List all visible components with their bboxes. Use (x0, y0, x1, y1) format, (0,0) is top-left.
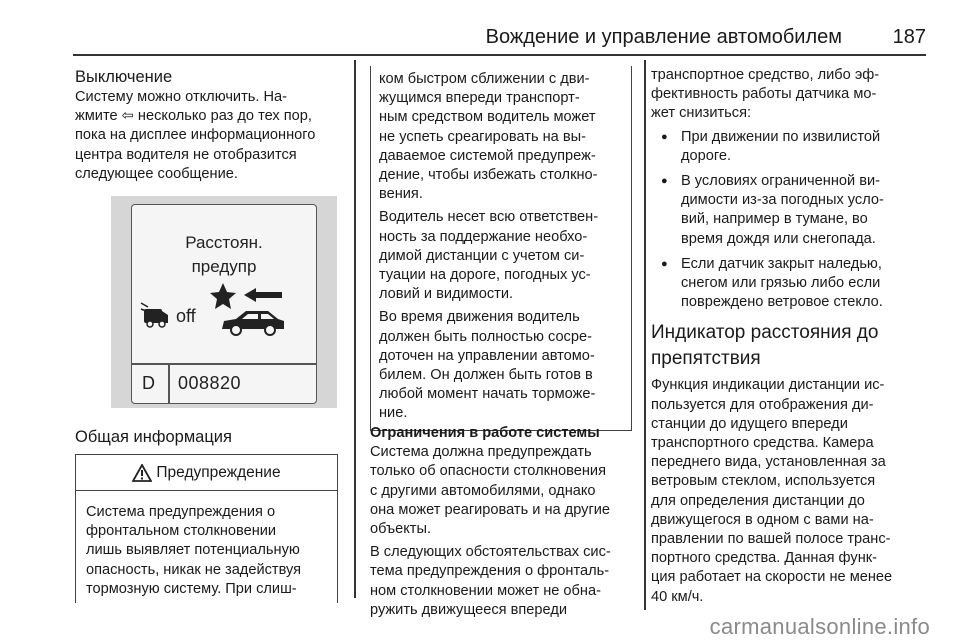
text-line: ветровым стеклом, используется (651, 473, 876, 490)
text-line: ком быстром сближении с дви- (379, 71, 590, 87)
distance-indicator-heading (651, 320, 927, 372)
text-line: ция работает на скорости не менее (651, 569, 893, 586)
limits-paragraph (370, 443, 632, 539)
display-separator (132, 363, 316, 365)
list-item (651, 128, 927, 166)
warning-box (75, 454, 338, 603)
text-line: объекты. (370, 521, 432, 538)
text-line: даваемое системой предупреж- (379, 147, 596, 164)
warning-triangle-icon (132, 464, 152, 482)
text-line: жущимся впереди транспорт- (379, 90, 580, 107)
text-line: дение, чтобы избежать столкно- (379, 167, 598, 184)
section-heading-off: Выключение (75, 68, 173, 86)
text-line: транспортное средство, либо эф- (651, 67, 880, 83)
paragraph (379, 208, 623, 304)
conditions-list (651, 128, 927, 313)
page-header (0, 0, 960, 60)
text-line: димой дистанции с учетом си- (379, 247, 585, 264)
text-line: движущегося в одном с вами на- (651, 511, 874, 528)
text-line: следующее сообщение. (75, 165, 238, 182)
text-line: вения. (379, 186, 423, 203)
limits-heading: Ограничения в работе системы (370, 425, 600, 441)
text-line: Во время движения водитель (379, 309, 580, 326)
text-line: портного средства. Данная функ- (651, 550, 878, 567)
text-line: любой момент начать торможе- (379, 386, 596, 403)
column-divider-1 (354, 60, 356, 598)
text-line: фронтальном столкновении (86, 523, 277, 540)
text-line: должен быть полностью сосре- (379, 328, 592, 345)
text-line: время дождя или снегопада. (681, 230, 876, 247)
column-3 (651, 66, 927, 607)
warning-box-header (76, 455, 337, 491)
text-line: билем. Он должен быть готов в (379, 367, 593, 384)
display-message-line1: Расстоян. (185, 233, 263, 252)
paragraph (379, 70, 623, 204)
text-line: ным средством водитель может (379, 109, 596, 126)
text-line: Водитель несет всю ответствен- (379, 209, 599, 226)
text-line: Индикатор расстояния до (651, 322, 879, 344)
warning-body (76, 491, 337, 603)
watermark: carmanualsonline.info (709, 614, 930, 639)
column-2-lower (370, 424, 632, 624)
text-line: жмите ⇦ несколько раз до тех пор, (75, 108, 312, 125)
text-line: ние. (379, 405, 408, 422)
display-screen (131, 204, 317, 404)
text-line: Систему можно отключить. На- (75, 89, 287, 105)
warning-box-continued-body (371, 66, 631, 430)
text-line: Система предупреждения о (86, 504, 276, 520)
text-line: В следующих обстоятельствах сис- (370, 544, 611, 561)
gear-indicator: D (142, 373, 155, 393)
text-line: доточен на управлении автомо- (379, 347, 595, 364)
continuation-paragraph (651, 66, 927, 124)
text-line: ном столкновении может не обна- (370, 582, 601, 599)
text-line: снегом или грязью либо если (681, 275, 881, 292)
text-line: с другими автомобилями, однако (370, 482, 596, 499)
arrow-left-icon (244, 287, 284, 303)
text-line: транспортного средства. Камера (651, 435, 874, 452)
text-line: пользуется для отображения ди- (651, 396, 874, 413)
intro-paragraph (75, 88, 343, 184)
text-line: центра водителя не отобразится (75, 146, 297, 163)
warning-box-continued (370, 66, 632, 431)
text-line: станции до идущего впереди (651, 415, 848, 432)
car-following-icon (140, 301, 172, 329)
cases-paragraph (370, 543, 632, 620)
display-vertical-separator (168, 365, 170, 403)
warning-title: Предупреждение (156, 463, 281, 481)
text-line: димости из-за погодных усло- (681, 192, 884, 209)
general-info-heading: Общая информация (75, 428, 232, 446)
text-line: ● В условиях ограниченной ви- (681, 173, 880, 190)
column-divider-2 (644, 60, 646, 610)
running-title: Вождение и управление автомобилем (485, 26, 842, 48)
display-message-line2: предупр (191, 257, 257, 276)
text-line: ● Если датчик закрыт наледью, (681, 255, 882, 272)
text-line: Система должна предупреждать (370, 444, 592, 461)
text-line: пока на дисплее информационного (75, 127, 316, 144)
text-line: ружить движущееся впереди (370, 601, 567, 618)
text-line: фективность работы датчика мо- (651, 86, 877, 103)
text-line: ловий и видимости. (379, 286, 514, 303)
text-line: дороге. (681, 147, 732, 164)
page-number: 187 (892, 26, 926, 48)
text-line: тормозную систему. При слиш- (86, 580, 297, 597)
text-line: ● При движении по извилистой (681, 128, 881, 145)
text-line: ность за поддержание необхо- (379, 228, 588, 245)
text-line: опасность, никак не задействуя (86, 561, 302, 578)
text-line: туации на дороге, погодных ус- (379, 267, 591, 284)
text-line: тема предупреждения о фронталь- (370, 563, 610, 580)
paragraph (379, 308, 623, 423)
column-1 (75, 66, 343, 184)
driver-info-display-illustration (111, 196, 337, 408)
text-line: переднего вида, установленная за (651, 454, 886, 471)
list-item (651, 172, 927, 249)
text-line: не успеть среагировать на вы- (379, 128, 586, 145)
distance-indicator-paragraph (651, 376, 927, 606)
car-icon (218, 307, 288, 337)
text-line: правлении по вашей полосе транс- (651, 531, 891, 548)
text-line: только об опасности столкновения (370, 463, 606, 480)
odometer: 008820 (178, 373, 242, 393)
text-line: жет снизиться: (651, 105, 752, 122)
text-line: она может реагировать и на другие (370, 501, 611, 518)
text-line: 40 км/ч. (651, 588, 704, 605)
list-item (651, 255, 927, 313)
text-line: лишь выявляет потенциальную (86, 542, 300, 559)
text-line: повреждено ветровое стекло. (681, 294, 883, 311)
header-rule (73, 54, 926, 56)
display-off-text: off (176, 306, 196, 326)
text-line: для определения дистанции до (651, 492, 865, 509)
text-line: препятствия (651, 348, 761, 370)
text-line: вий, например в тумане, во (681, 211, 868, 228)
text-line: Функция индикации дистанции ис- (651, 377, 885, 394)
